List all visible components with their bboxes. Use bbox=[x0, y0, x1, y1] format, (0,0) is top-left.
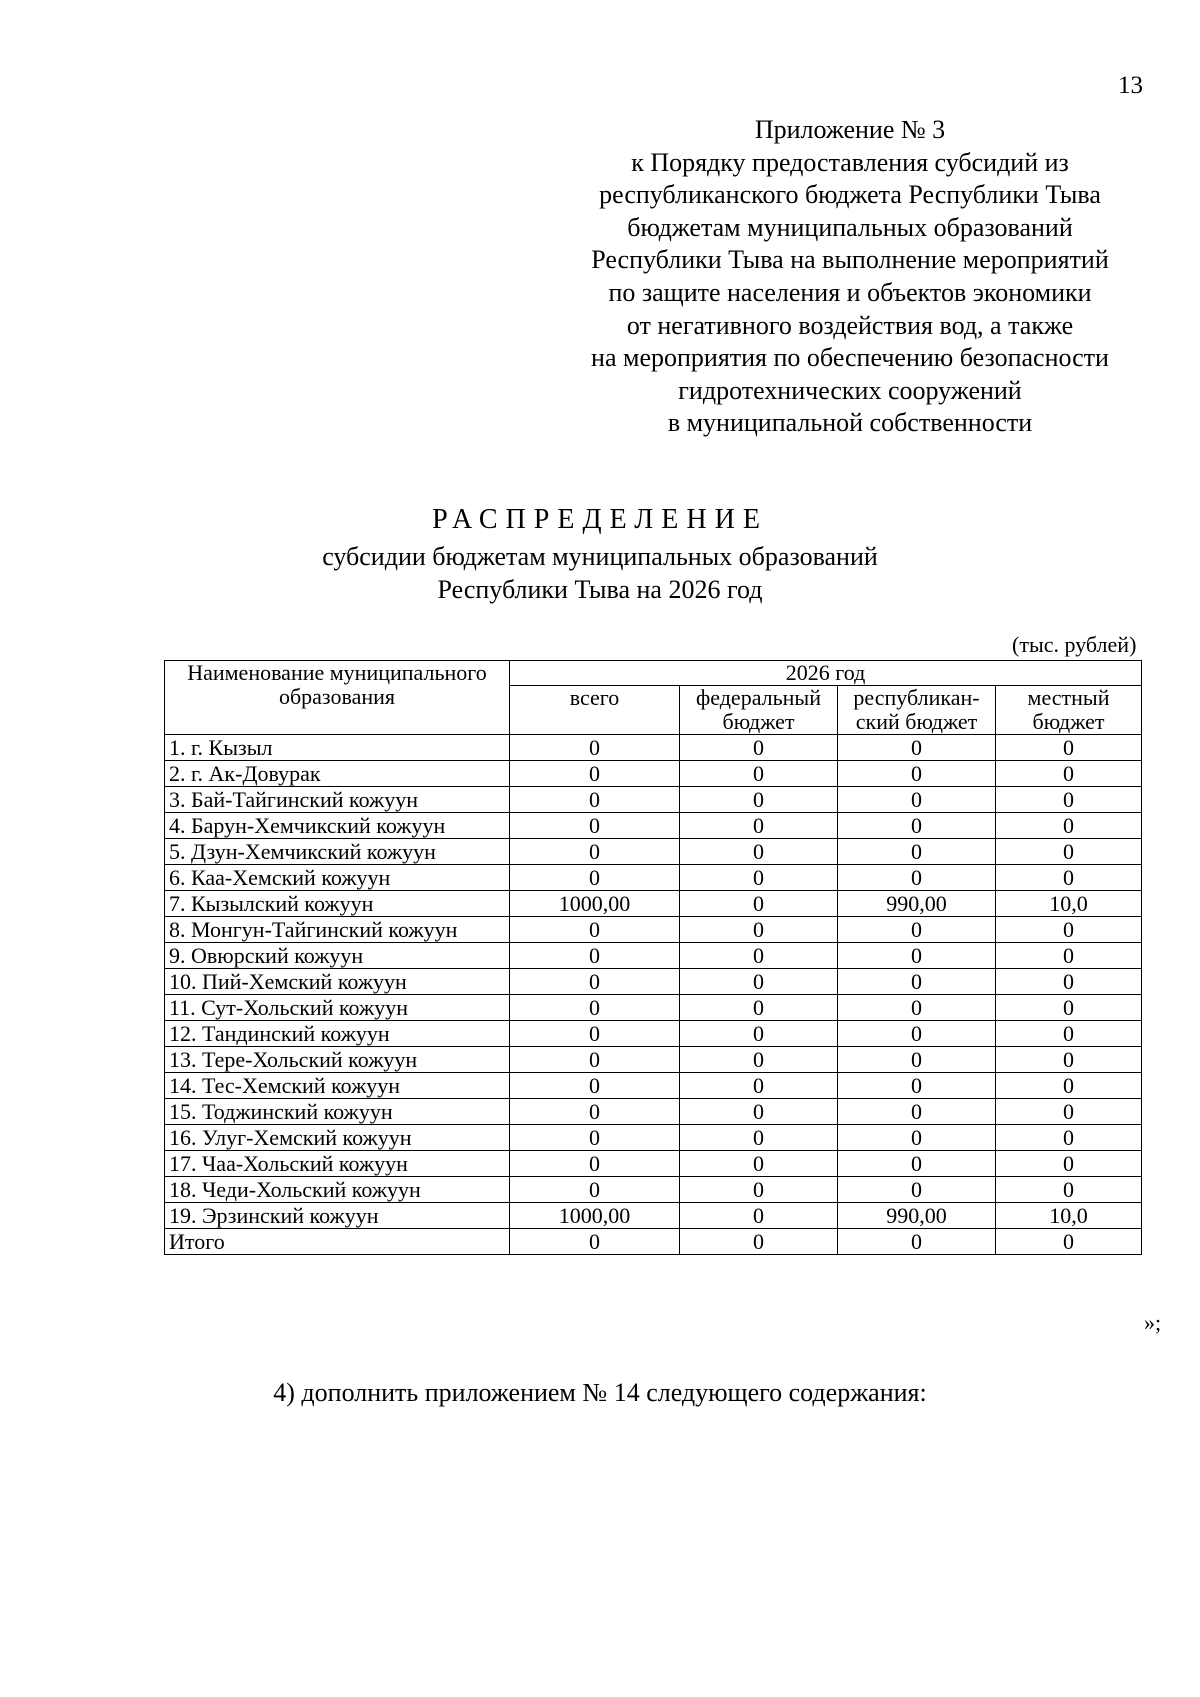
table-row bbox=[165, 839, 1142, 865]
cell-local: 0 bbox=[996, 839, 1142, 865]
cell-total: 0 bbox=[510, 1047, 680, 1073]
cell-total: 0 bbox=[510, 1229, 680, 1255]
cell-local: 0 bbox=[996, 995, 1142, 1021]
cell-name: 14. Тес-Хемский кожуун bbox=[165, 1073, 510, 1099]
cell-local: 0 bbox=[996, 1151, 1142, 1177]
cell-republic: 0 bbox=[838, 943, 996, 969]
cell-federal: 0 bbox=[680, 787, 838, 813]
header-year: 2026 год bbox=[510, 661, 1142, 686]
cell-federal: 0 bbox=[680, 1125, 838, 1151]
cell-name: 10. Пий-Хемский кожуун bbox=[165, 969, 510, 995]
cell-name: 12. Тандинский кожуун bbox=[165, 1021, 510, 1047]
cell-name: 9. Овюрский кожуун bbox=[165, 943, 510, 969]
cell-republic: 990,00 bbox=[838, 891, 996, 917]
table-row bbox=[165, 891, 1142, 917]
cell-local: 10,0 bbox=[996, 1203, 1142, 1229]
appendix-line: от негативного воздействия вод, а также bbox=[626, 310, 1074, 340]
cell-local: 0 bbox=[996, 813, 1142, 839]
cell-federal: 0 bbox=[680, 1151, 838, 1177]
header-republic: республикан-ский бюджет bbox=[838, 686, 996, 735]
table-row bbox=[165, 865, 1142, 891]
table-body bbox=[165, 735, 1142, 1255]
cell-name: 16. Улуг-Хемский кожуун bbox=[165, 1125, 510, 1151]
cell-total: 0 bbox=[510, 995, 680, 1021]
table-row bbox=[165, 1047, 1142, 1073]
cell-local: 0 bbox=[996, 1021, 1142, 1047]
cell-local: 0 bbox=[996, 969, 1142, 995]
cell-local: 0 bbox=[996, 761, 1142, 787]
cell-total: 0 bbox=[510, 969, 680, 995]
cell-total: 0 bbox=[510, 1099, 680, 1125]
appendix-line: Приложение № 3 bbox=[754, 115, 946, 144]
page-number: 13 bbox=[1118, 72, 1143, 99]
document-title: РАСПРЕДЕЛЕНИЕ bbox=[432, 504, 768, 535]
cell-name: 17. Чаа-Хольский кожуун bbox=[165, 1151, 510, 1177]
cell-federal: 0 bbox=[680, 891, 838, 917]
cell-total: 0 bbox=[510, 735, 680, 761]
table-row bbox=[165, 761, 1142, 787]
cell-republic: 0 bbox=[838, 1099, 996, 1125]
appendix-line: бюджетам муниципальных образований bbox=[627, 212, 1073, 242]
appendix-line: в муниципальной собственности bbox=[667, 408, 1033, 438]
appendix-line: гидротехнических сооружений bbox=[678, 375, 1022, 405]
table-row bbox=[165, 735, 1142, 761]
table-row bbox=[165, 813, 1142, 839]
cell-republic: 0 bbox=[838, 839, 996, 865]
appendix-line: республиканского бюджета Республики Тыва bbox=[599, 180, 1101, 210]
cell-name: 2. г. Ак-Довурак bbox=[165, 761, 510, 787]
cell-name: 11. Сут-Хольский кожуун bbox=[165, 995, 510, 1021]
cell-republic: 0 bbox=[838, 865, 996, 891]
cell-name: 6. Каа-Хемский кожуун bbox=[165, 865, 510, 891]
cell-name: 18. Чеди-Хольский кожуун bbox=[165, 1177, 510, 1203]
cell-name: 19. Эрзинский кожуун bbox=[165, 1203, 510, 1229]
cell-federal: 0 bbox=[680, 813, 838, 839]
header-row bbox=[165, 661, 1142, 686]
cell-federal: 0 bbox=[680, 735, 838, 761]
cell-republic: 0 bbox=[838, 917, 996, 943]
cell-total: 1000,00 bbox=[510, 1203, 680, 1229]
cell-republic: 0 bbox=[838, 1229, 996, 1255]
cell-republic: 0 bbox=[838, 995, 996, 1021]
table-row bbox=[165, 1125, 1142, 1151]
cell-local: 0 bbox=[996, 1229, 1142, 1255]
cell-total: 0 bbox=[510, 865, 680, 891]
cell-local: 0 bbox=[996, 1099, 1142, 1125]
cell-total: 0 bbox=[510, 917, 680, 943]
table-row bbox=[165, 995, 1142, 1021]
document-subtitle bbox=[0, 540, 1200, 606]
cell-republic: 0 bbox=[838, 1151, 996, 1177]
cell-total: 0 bbox=[510, 1125, 680, 1151]
cell-total: 0 bbox=[510, 761, 680, 787]
cell-local: 0 bbox=[996, 865, 1142, 891]
closing-mark: »; bbox=[1144, 1310, 1162, 1335]
appendix-line: по защите населения и объектов экономики bbox=[608, 277, 1092, 307]
table-row bbox=[165, 917, 1142, 943]
cell-name: 4. Барун-Хемчикский кожуун bbox=[165, 813, 510, 839]
cell-name: 1. г. Кызыл bbox=[165, 735, 510, 761]
cell-republic: 0 bbox=[838, 787, 996, 813]
cell-republic: 0 bbox=[838, 1177, 996, 1203]
cell-total: 0 bbox=[510, 1151, 680, 1177]
cell-total: 0 bbox=[510, 1021, 680, 1047]
cell-federal: 0 bbox=[680, 1099, 838, 1125]
cell-federal: 0 bbox=[680, 969, 838, 995]
cell-local: 0 bbox=[996, 917, 1142, 943]
table-row bbox=[165, 1203, 1142, 1229]
header-federal: федеральный бюджет bbox=[680, 686, 838, 735]
cell-total: 1000,00 bbox=[510, 891, 680, 917]
table-row bbox=[165, 1021, 1142, 1047]
header-total: всего bbox=[510, 686, 680, 735]
cell-total: 0 bbox=[510, 813, 680, 839]
header-name: Наименование муниципального образования bbox=[165, 661, 510, 735]
cell-federal: 0 bbox=[680, 1177, 838, 1203]
cell-federal: 0 bbox=[680, 839, 838, 865]
cell-name: 15. Тоджинский кожуун bbox=[165, 1099, 510, 1125]
cell-name: 5. Дзун-Хемчикский кожуун bbox=[165, 839, 510, 865]
units-label: (тыс. рублей) bbox=[1012, 632, 1137, 657]
table-row bbox=[165, 1151, 1142, 1177]
header-local: местный бюджет bbox=[996, 686, 1142, 735]
cell-name: Итого bbox=[165, 1229, 510, 1255]
table-row bbox=[165, 787, 1142, 813]
cell-republic: 0 bbox=[838, 1125, 996, 1151]
cell-local: 0 bbox=[996, 943, 1142, 969]
cell-local: 0 bbox=[996, 1177, 1142, 1203]
cell-federal: 0 bbox=[680, 1203, 838, 1229]
cell-federal: 0 bbox=[680, 865, 838, 891]
appendix-line: к Порядку предоставления субсидий из bbox=[631, 147, 1069, 177]
cell-name: 3. Бай-Тайгинский кожуун bbox=[165, 787, 510, 813]
cell-local: 0 bbox=[996, 787, 1142, 813]
cell-republic: 0 bbox=[838, 1021, 996, 1047]
subtitle-line: Республики Тыва на 2026 год bbox=[437, 575, 763, 604]
cell-total: 0 bbox=[510, 839, 680, 865]
cell-total: 0 bbox=[510, 1177, 680, 1203]
table-row bbox=[165, 1177, 1142, 1203]
instruction-text: 4) дополнить приложением № 14 следующего содержания: bbox=[273, 1378, 927, 1407]
cell-local: 0 bbox=[996, 1073, 1142, 1099]
cell-republic: 0 bbox=[838, 1073, 996, 1099]
appendix-line: на мероприятия по обеспечению безопасности bbox=[591, 343, 1109, 373]
cell-total: 0 bbox=[510, 787, 680, 813]
table-row bbox=[165, 1073, 1142, 1099]
cell-republic: 0 bbox=[838, 813, 996, 839]
distribution-table bbox=[164, 660, 1142, 1255]
cell-federal: 0 bbox=[680, 761, 838, 787]
cell-federal: 0 bbox=[680, 1229, 838, 1255]
cell-local: 0 bbox=[996, 1125, 1142, 1151]
cell-federal: 0 bbox=[680, 943, 838, 969]
cell-republic: 0 bbox=[838, 761, 996, 787]
cell-local: 0 bbox=[996, 735, 1142, 761]
cell-federal: 0 bbox=[680, 1021, 838, 1047]
cell-name: 8. Монгун-Тайгинский кожуун bbox=[165, 917, 510, 943]
table-row bbox=[165, 1229, 1142, 1255]
table-row bbox=[165, 943, 1142, 969]
cell-republic: 990,00 bbox=[838, 1203, 996, 1229]
cell-federal: 0 bbox=[680, 1073, 838, 1099]
subtitle-line: субсидии бюджетам муниципальных образований bbox=[322, 542, 878, 571]
cell-local: 0 bbox=[996, 1047, 1142, 1073]
cell-federal: 0 bbox=[680, 917, 838, 943]
cell-federal: 0 bbox=[680, 995, 838, 1021]
cell-total: 0 bbox=[510, 1073, 680, 1099]
cell-republic: 0 bbox=[838, 969, 996, 995]
cell-name: 7. Кызылский кожуун bbox=[165, 891, 510, 917]
table-row bbox=[165, 1099, 1142, 1125]
cell-republic: 0 bbox=[838, 1047, 996, 1073]
cell-federal: 0 bbox=[680, 1047, 838, 1073]
appendix-line: Республики Тыва на выполнение мероприятий bbox=[591, 245, 1109, 275]
cell-republic: 0 bbox=[838, 735, 996, 761]
cell-name: 13. Тере-Хольский кожуун bbox=[165, 1047, 510, 1073]
appendix-header bbox=[540, 114, 1160, 440]
cell-local: 10,0 bbox=[996, 891, 1142, 917]
table-row bbox=[165, 969, 1142, 995]
cell-total: 0 bbox=[510, 943, 680, 969]
